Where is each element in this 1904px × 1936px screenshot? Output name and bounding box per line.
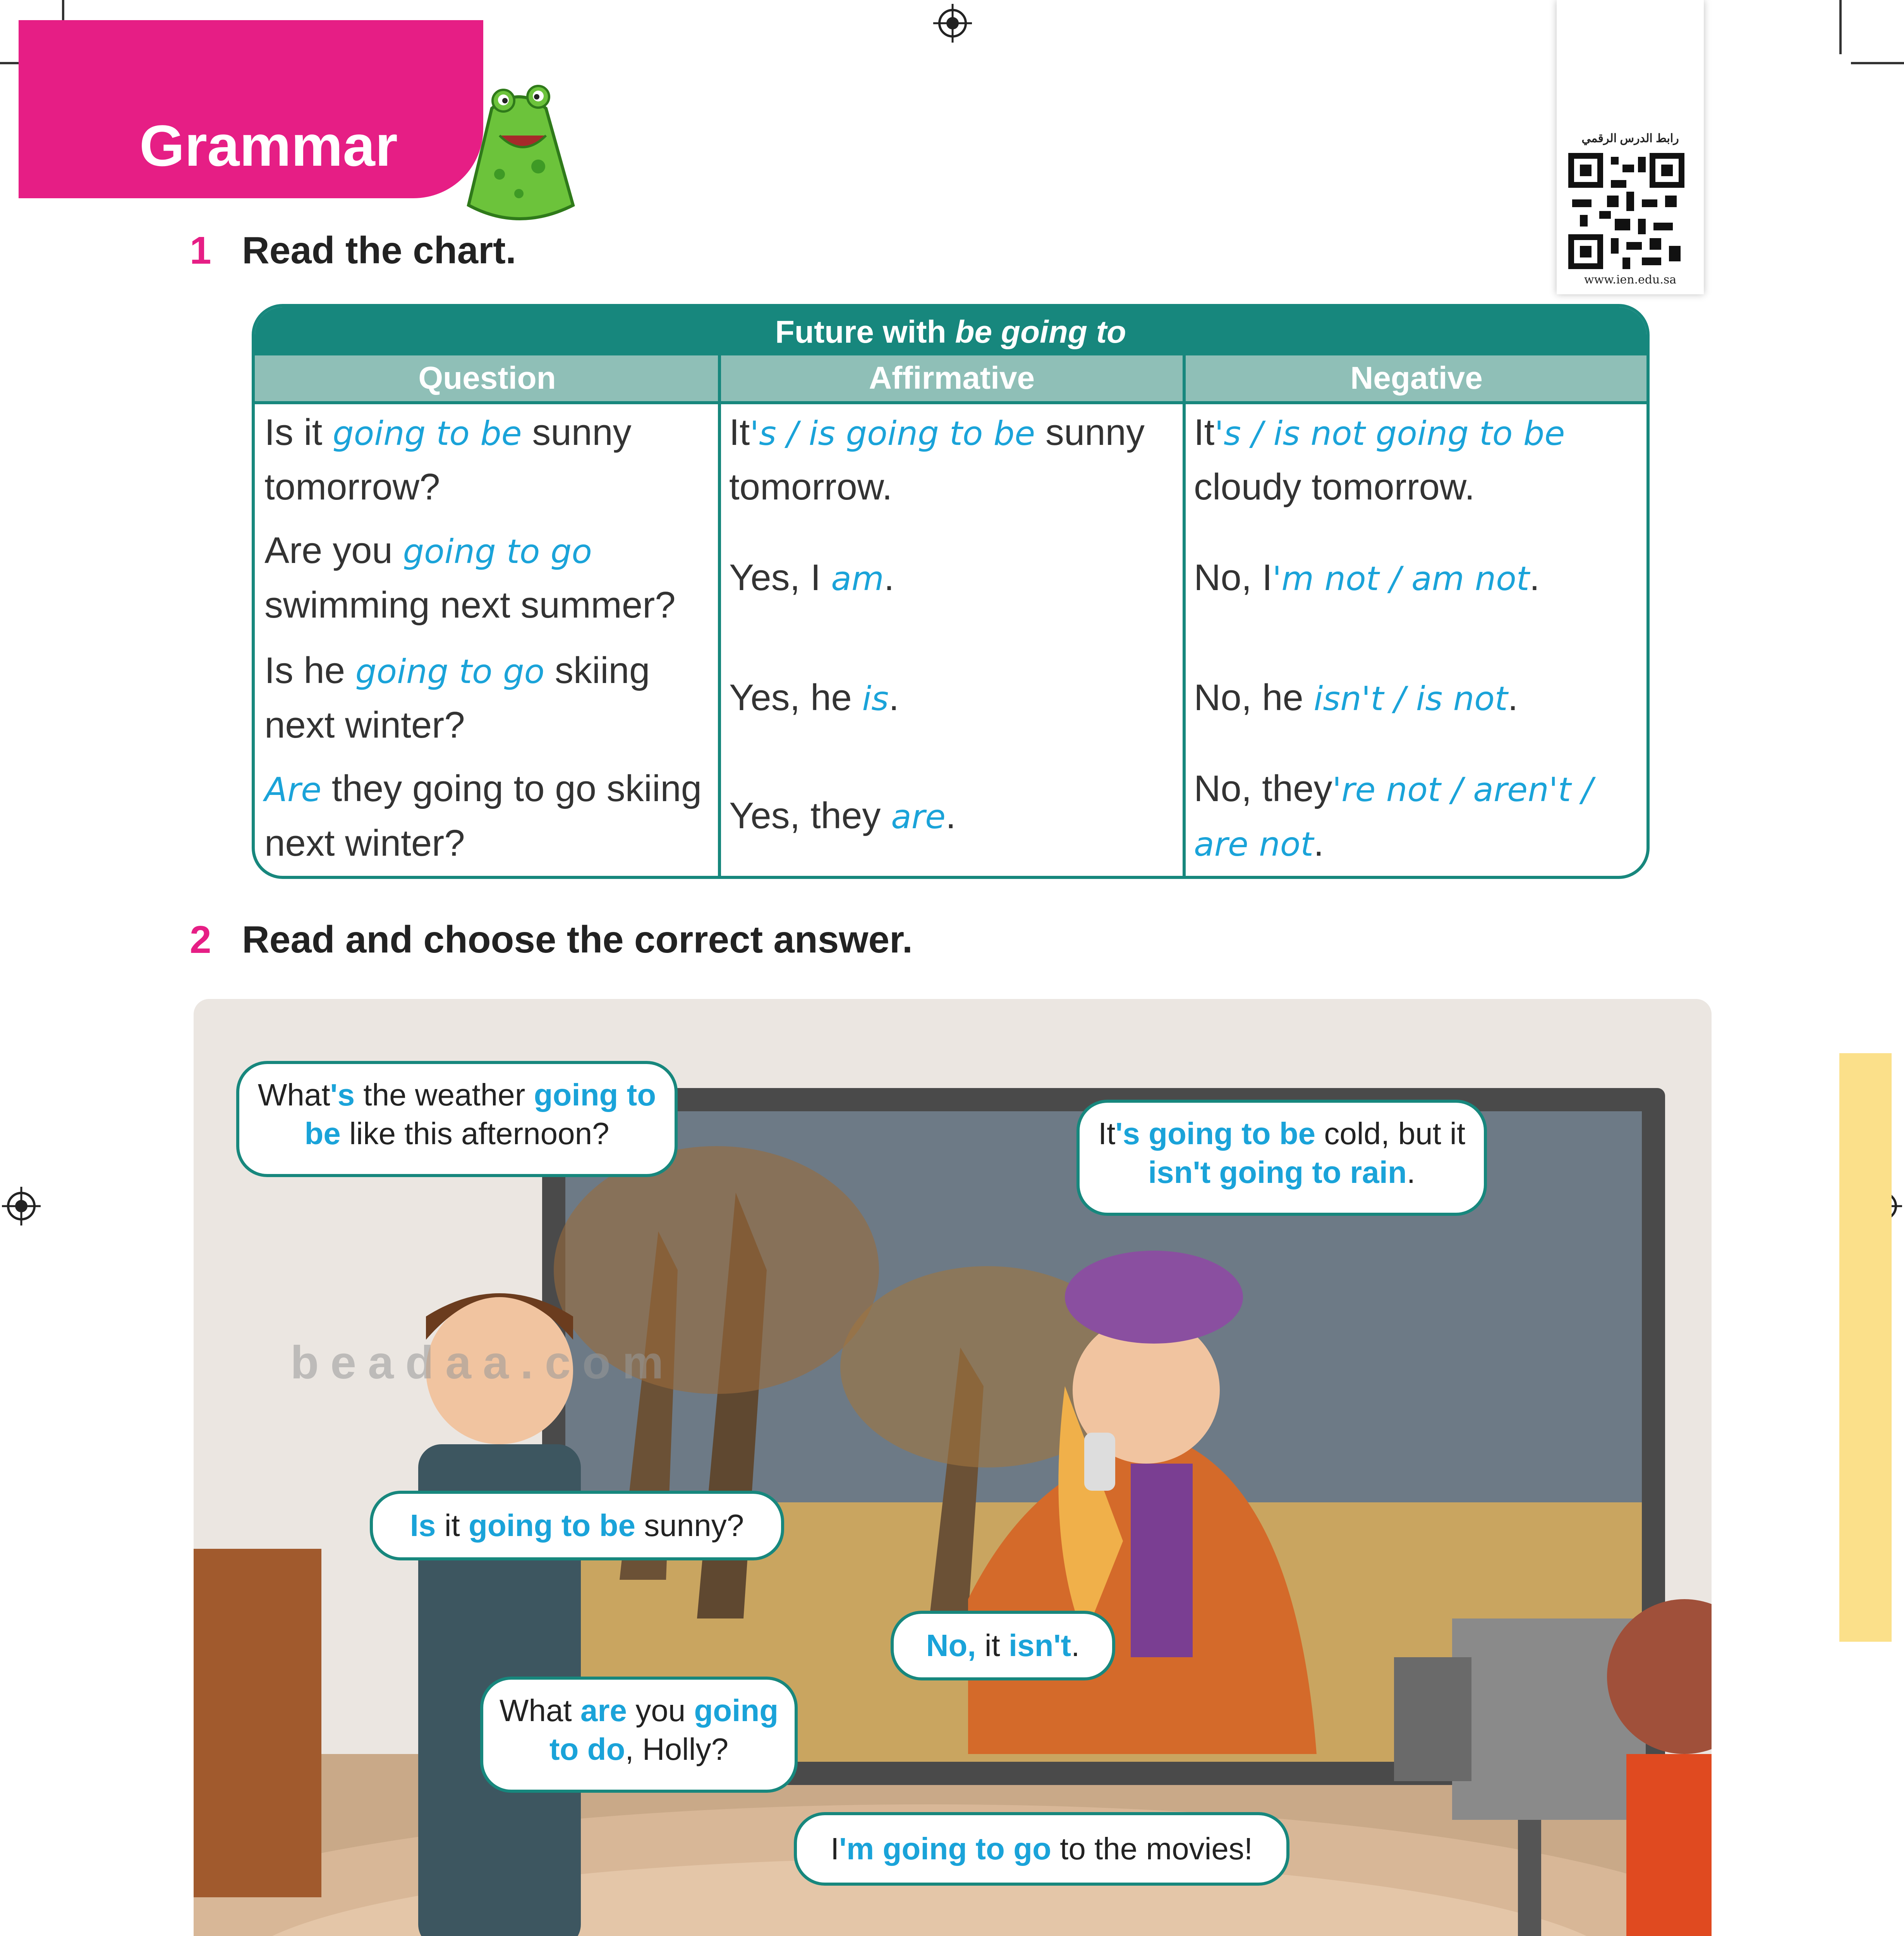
plain-text: . (1507, 677, 1518, 718)
chart-cell-question (264, 762, 710, 870)
highlighted-text: 'm not / am not (1272, 560, 1530, 598)
speech-bubble-no-it-isnt (891, 1611, 1115, 1680)
grammar-chart (252, 304, 1650, 879)
column-header-affirmative: Affirmative (869, 360, 1035, 396)
chart-title-italic: be going to (955, 314, 1126, 350)
chart-cell-negative (1194, 406, 1639, 514)
highlighted-text: 's / is not going to be (1214, 414, 1565, 453)
plain-text: swimming next summer? (264, 584, 676, 626)
chart-divider (255, 401, 1646, 404)
plain-text: It (1194, 412, 1215, 453)
qr-caption: رابط الدرس الرقمي (1581, 132, 1679, 145)
highlighted-text: am (831, 560, 884, 598)
chart-cell-negative (1194, 551, 1639, 606)
plain-text: Is he (264, 650, 355, 691)
plain-text: sunny? (635, 1508, 744, 1543)
section-title: Grammar (139, 113, 398, 178)
crop-mark (1839, 0, 1842, 54)
highlighted-text: Are (264, 771, 322, 809)
chart-cell-affirmative (729, 671, 1174, 726)
highlighted-text: isn't (1008, 1628, 1071, 1663)
plain-text: you (627, 1693, 694, 1728)
highlighted-text: are (891, 798, 946, 836)
highlighted-text: going to do (549, 1693, 779, 1766)
highlighted-text: 's going to be (1115, 1116, 1316, 1151)
exercise-instruction: Read the chart. (242, 229, 516, 271)
highlighted-text: 's (330, 1078, 355, 1112)
highlighted-text: are (580, 1693, 627, 1728)
plain-text: sunny tomorrow? (264, 412, 632, 508)
chart-divider (718, 355, 721, 879)
plain-text: It (729, 412, 750, 453)
crop-mark (1851, 62, 1904, 64)
highlighted-text: going to go (403, 532, 592, 571)
highlighted-text: 's / is going to be (750, 414, 1035, 453)
plain-text: , Holly? (625, 1732, 729, 1766)
chart-divider (1183, 355, 1186, 879)
plain-text: cold, but it (1315, 1116, 1466, 1151)
speech-bubble-cold (1076, 1100, 1487, 1216)
plain-text: Yes, I (729, 557, 831, 598)
plain-text: No, he (1194, 677, 1314, 718)
column-header-question: Question (418, 360, 556, 396)
plain-text: skiing next winter? (264, 650, 650, 746)
plain-text: Is it (264, 412, 333, 453)
exercise-instruction: Read and choose the correct answer. (242, 918, 913, 961)
plain-text: . (889, 677, 899, 718)
registration-mark-icon (933, 4, 972, 43)
plain-text: . (1529, 557, 1540, 598)
monster-mascot-icon (445, 77, 592, 232)
chart-title-text: Future with (775, 314, 955, 350)
highlighted-text: going to go (355, 652, 545, 691)
plain-text: No, they (1194, 768, 1332, 809)
plain-text: sunny tomorrow. (729, 412, 1145, 508)
highlighted-text: is (862, 680, 889, 718)
chart-cell-question (264, 524, 710, 632)
speech-bubble-sunny-question (370, 1491, 784, 1560)
registration-mark-icon (2, 1187, 41, 1225)
side-tab (1839, 1053, 1892, 1642)
highlighted-text: going to be (333, 414, 522, 453)
speech-bubble-question-weather (236, 1061, 678, 1177)
plain-text: . (946, 795, 956, 836)
chart-cell-question (264, 644, 710, 752)
plain-text: No, I (1194, 557, 1272, 598)
plain-text: It (1098, 1116, 1116, 1151)
watermark: beadaa.com (290, 1337, 675, 1388)
plain-text: it (436, 1508, 469, 1543)
column-header-negative: Negative (1350, 360, 1483, 396)
exercise-number: 1 (190, 229, 211, 272)
highlighted-text: going to be (468, 1508, 635, 1543)
plain-text: like this afternoon? (340, 1116, 609, 1151)
highlighted-text: No, (926, 1628, 976, 1663)
chart-column-headers (255, 355, 1646, 401)
plain-text: Are you (264, 530, 403, 571)
plain-text: it (976, 1628, 1009, 1663)
plain-text: . (1071, 1628, 1080, 1663)
highlighted-text: Is (410, 1508, 436, 1543)
speech-bubble-what-are-you (480, 1677, 798, 1793)
plain-text: cloudy tomorrow. (1194, 466, 1475, 508)
chart-cell-negative (1194, 671, 1639, 726)
chart-cell-negative (1194, 762, 1639, 871)
highlighted-text: isn't going to rain (1148, 1155, 1407, 1189)
highlighted-text: going to be (304, 1078, 656, 1151)
chart-cell-question (264, 406, 710, 514)
plain-text: . (884, 557, 894, 598)
highlighted-text: 'm going to go (839, 1831, 1051, 1866)
plain-text: to the movies! (1051, 1831, 1253, 1866)
chart-title (255, 307, 1646, 355)
plain-text: What (258, 1078, 330, 1112)
plain-text: they going to go skiing next winter? (264, 768, 702, 864)
speech-bubble-movies (794, 1812, 1289, 1886)
chart-cell-affirmative (729, 789, 1174, 844)
weather-report-illustration (194, 999, 1712, 1936)
exercise-number: 2 (190, 918, 211, 961)
plain-text: I (830, 1831, 840, 1866)
plain-text: Yes, he (729, 677, 862, 718)
plain-text: What (499, 1693, 580, 1728)
highlighted-text: 're not / aren't / are not (1194, 771, 1593, 864)
highlighted-text: isn't / is not (1313, 680, 1508, 718)
plain-text: Yes, they (729, 795, 891, 836)
chart-cell-affirmative (729, 551, 1174, 606)
chart-cell-affirmative (729, 406, 1174, 514)
plain-text: the weather (355, 1078, 534, 1112)
qr-url[interactable]: www.ien.edu.sa (1584, 273, 1677, 287)
plain-text: . (1313, 822, 1324, 864)
qr-code-icon[interactable] (1568, 153, 1684, 269)
plain-text: . (1406, 1155, 1416, 1189)
